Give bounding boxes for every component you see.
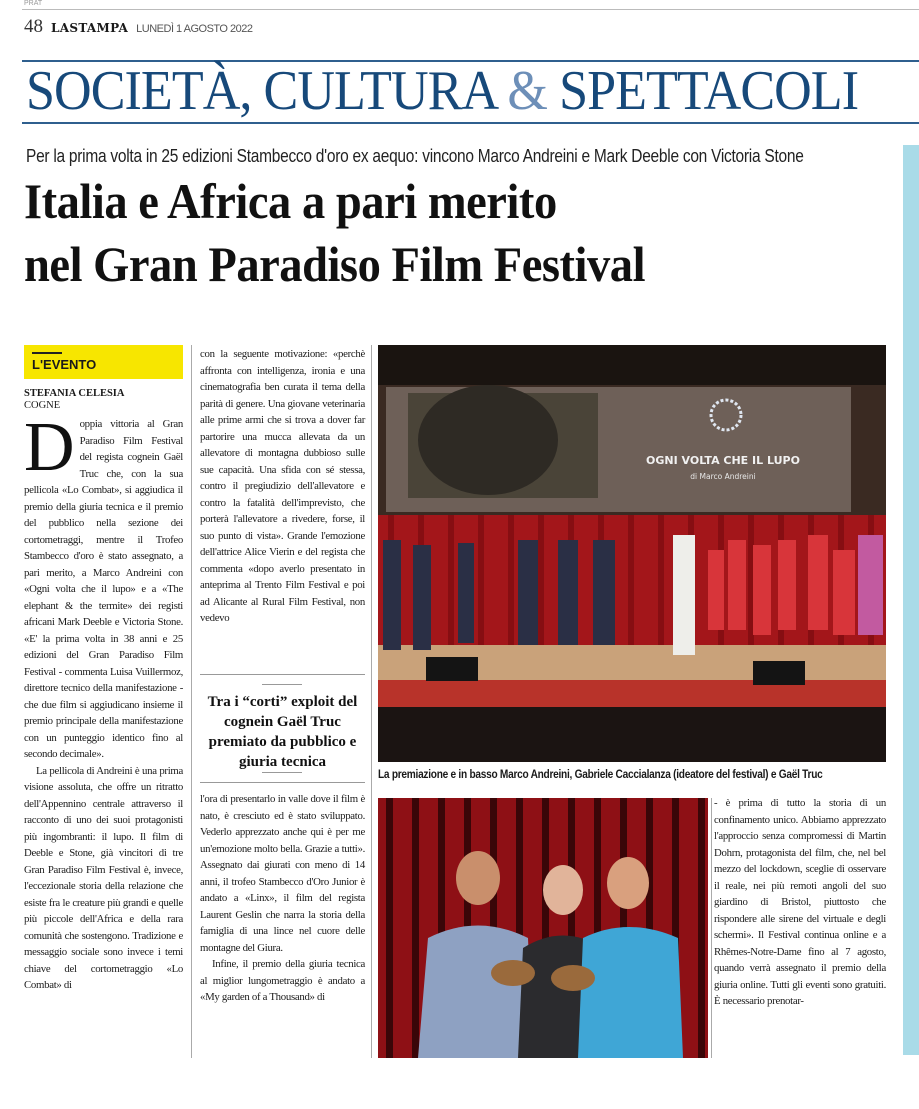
- deck: Per la prima volta in 25 edizioni Stambecco d'oro ex aequo: vincono Marco Andreini e Mark Deeble con Victoria Stone: [26, 146, 804, 166]
- screen-subtitle: di Marco Andreini: [690, 472, 756, 481]
- paragraph: Infine, il premio della giuria tecnica al miglior lungometraggio è andato a «My garden of a Thousand» di: [200, 958, 365, 1003]
- paragraph: - è prima di tutto la storia di un confinamento unico. Abbiamo apprezzato l'approccio senza compromessi di Martin Dohrn, protagonista del film, che, nel bel mezzo del lockdown, sceglie di osservare il reale, nei più remoti angoli del suo giardino di Bristol, piuttosto che rispondere alle sirene del virtuale e degli schermi». Il Festival continua online e a Rhêmes-Notre-Dame fino al 7 agosto, quando verrà assegnato il premio della giuria online. Tutti gli eventi sono gratuiti. È necessario prenotar-: [714, 797, 886, 1007]
- article-column-1: [24, 409, 183, 994]
- folio: [24, 16, 253, 38]
- drop-cap: D: [24, 409, 75, 486]
- column-rule: [191, 345, 192, 1058]
- top-rule: [22, 9, 919, 10]
- issue-date: LUNEDÌ 1 AGOSTO 2022: [136, 23, 253, 35]
- column-rule: [711, 798, 712, 1058]
- section-title: [26, 60, 859, 122]
- kicker-box: [24, 345, 183, 379]
- paragraph: La pellicola di Andreini è una prima visione assoluta, che offre un ritratto dell'Appennino centrale attraverso il racconto di uno dei suoi protagonisti più ingombranti: il lupo. Il film di Deeble e Stone, già vincitori di tre Gran Paradiso Film Festival è, invece, l'eccezionale storia della relazione che esiste fra le creature più grandi e quelle più piccole dell'Africa e della rara comunità che sostengono. Tradizione e messaggio sociale sono invece i temi chiave del cortometraggio «Lo Combat» di: [24, 764, 183, 991]
- article-column-2-top: [200, 346, 365, 627]
- paragraph: con la seguente motivazione: «perchè affronta con intelligenza, ironia e una cinematografia ben curata il tema della parità di genere. Una giovane veterinaria alle prime armi che si trova a dover far partorire una mucca allevata da un allevatore di montagna dubbioso sulle sue capacità. Una sfida con sé stessa, contro il pregiudizio dell'allevatore e contro la fatalità dell'imprevisto, che porterà l'allevatore a rivedere, forse, il suo punto di vista». Grande l'emozione dell'attrice Alice Vierin e del regista che commenta «dopo averlo presentato in anteprima al Trento Film Festival e poi ad Alicante al Rural Film Festival, non vedevo: [200, 348, 365, 624]
- pull-quote-text: Tra i “corti” exploit del cognein Gaël Truc premiato da pubblico e giuria tecnica: [207, 694, 358, 770]
- edition-mark: PRAT: [24, 0, 43, 7]
- page-number: 48: [24, 16, 43, 37]
- section-ampersand: &: [507, 60, 548, 122]
- newspaper-name: LASTAMPA: [51, 21, 129, 35]
- section-part2: SPETTACOLI: [547, 60, 859, 122]
- paragraph: l'ora di presentarlo in valle dove il film è nato, è cresciuto ed è stato sviluppato. Vederlo apprezzato anche qui è per me un'emozione molto bella. Grazie a tutti». Assegnato dai giurati con meno di 14 anni, il trofeo Stambecco d'Oro Junior è andato a «Linx», il film del regista Laurent Geslin che narra la storia della famiglia di una lince nel cuore delle montagne del Giura.: [200, 793, 365, 954]
- screen-title: OGNI VOLTA CHE IL LUPO: [646, 454, 800, 467]
- column-rule: [371, 345, 372, 1058]
- adjacent-article-strip: [903, 145, 919, 1055]
- headline: [24, 170, 645, 296]
- byline-place: COGNE: [24, 400, 61, 411]
- headline-line-2: nel Gran Paradiso Film Festival: [24, 236, 646, 292]
- article-column-3: [714, 795, 886, 1010]
- kicker-label: L'EVENTO: [32, 357, 97, 372]
- pull-quote: [200, 672, 365, 784]
- byline-author: STEFANIA CELESIA: [24, 388, 125, 399]
- winners-portrait-photo: [378, 798, 708, 1058]
- photo-caption: La premiazione e in basso Marco Andreini, Gabriele Caccialanza (ideatore del festival) e Gaël Truc: [378, 769, 823, 781]
- paragraph: oppia vittoria al Gran Paradiso Film Festival del regista cognein Gaël Truc che, con la sua pellicola «Lo Combat», si aggiudica il premio della giuria tecnica e il premio del pubblico nella sezione dei cortometraggi, mentre il Trofeo Stambecco d'oro è stato assegnato, a pari merito, a Marco Andreini con «Ogni volta che il lupo» e a «The elephant & the termite» dei registi africani Mark Deeble e Victoria Stone. «E' la prima volta in 38 anni e 25 edizioni del Gran Paradiso Film Festival - commenta Luisa Vuillermoz, direttore tecnico della manifestazione - che due film si aggiudicano insieme il premio principale della manifestazione con un punteggio identico fino al secondo decimale».: [24, 418, 183, 760]
- award-ceremony-photo: [378, 345, 886, 762]
- article-column-2-bottom: [200, 791, 365, 1006]
- section-part1: SOCIETÀ, CULTURA: [26, 60, 508, 122]
- headline-line-1: Italia e Africa a pari merito: [24, 173, 557, 229]
- section-rule-bottom: [22, 122, 919, 124]
